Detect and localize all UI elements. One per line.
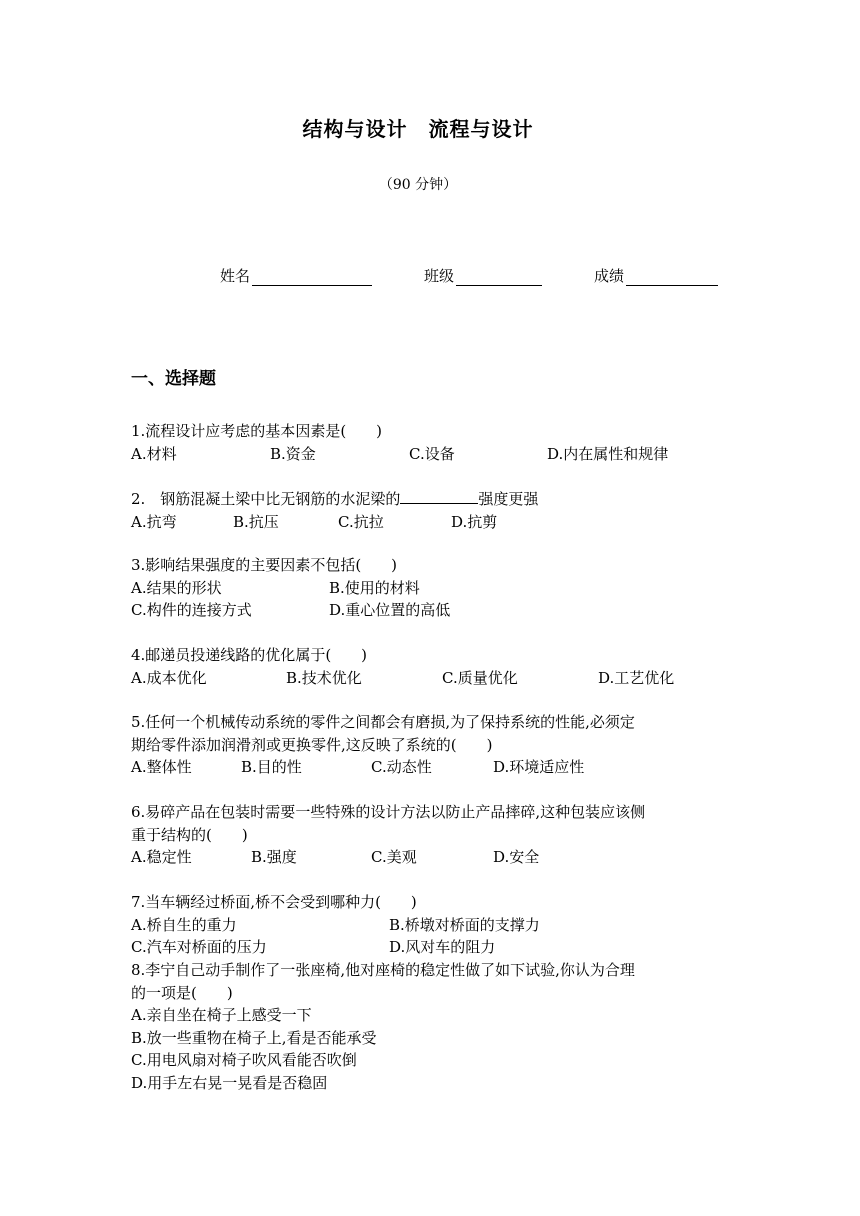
option-a: A.整体性 xyxy=(131,758,192,776)
question-8 xyxy=(131,959,635,1094)
options-row xyxy=(131,599,731,622)
option-d: D.环境适应性 xyxy=(493,758,585,776)
question-7 xyxy=(131,891,731,959)
question-stem: 3.影响结果强度的主要因素不包括( ) xyxy=(131,556,398,574)
class-label: 班级 xyxy=(424,267,455,285)
stem-text-before: 2. 钢筋混凝土梁中比无钢筋的水泥梁的 xyxy=(131,490,401,508)
option-d: D.工艺优化 xyxy=(598,668,675,687)
question-stem: 1.流程设计应考虑的基本因素是( ) xyxy=(131,422,383,440)
question-stem-line-2: 重于结构的( ) xyxy=(131,825,248,844)
score-label: 成绩 xyxy=(594,267,625,285)
option-a: A.结果的形状 xyxy=(131,578,222,597)
score-blank xyxy=(626,267,718,286)
option-b: B.强度 xyxy=(251,848,297,866)
question-stem-line-2: 期给零件添加润滑剂或更换零件,这反映了系统的( ) xyxy=(131,735,493,754)
question-stem: 4.邮递员投递线路的优化属于( ) xyxy=(131,646,368,664)
option-b: B.抗压 xyxy=(233,512,279,531)
options-row xyxy=(131,914,731,937)
option-a: A.桥自生的重力 xyxy=(131,915,237,934)
option-d: D.重心位置的高低 xyxy=(329,601,451,619)
option-d: D.抗剪 xyxy=(451,512,498,531)
question-stem xyxy=(131,487,731,511)
option-b: B.桥墩对桥面的支撑力 xyxy=(389,915,540,934)
option-c: C.设备 xyxy=(409,444,455,463)
answer-blank xyxy=(400,487,478,504)
option-c: C.质量优化 xyxy=(442,668,518,687)
option-c: C.用电风扇对椅子吹风看能否吹倒 xyxy=(131,1051,357,1069)
student-info-row xyxy=(220,262,718,286)
stem-text-after: 强度更强 xyxy=(478,490,539,508)
name-label: 姓名 xyxy=(220,267,251,285)
question-6 xyxy=(131,801,645,869)
option-b: B.使用的材料 xyxy=(329,578,420,597)
options-row xyxy=(131,846,645,869)
option-c: C.构件的连接方式 xyxy=(131,601,252,619)
score-field xyxy=(594,265,718,286)
option-c: C.美观 xyxy=(371,848,417,866)
option-c: C.动态性 xyxy=(371,758,432,776)
section-title: 一、选择题 xyxy=(131,369,216,389)
class-blank xyxy=(456,267,542,286)
options-row xyxy=(131,443,731,466)
option-d: D.安全 xyxy=(493,848,540,866)
options-row xyxy=(131,756,635,779)
options-row xyxy=(131,667,731,690)
option-c: C.抗拉 xyxy=(338,512,384,531)
options-row xyxy=(131,936,731,959)
page-title: 结构与设计 流程与设计 xyxy=(302,117,534,141)
option-b: B.放一些重物在椅子上,看是否能承受 xyxy=(131,1028,377,1047)
question-3 xyxy=(131,554,731,622)
question-4 xyxy=(131,644,731,689)
option-a: A.抗弯 xyxy=(131,512,177,531)
question-5 xyxy=(131,711,635,779)
options-row xyxy=(131,511,731,534)
question-stem-line-1: 8.李宁自己动手制作了一张座椅,他对座椅的稳定性做了如下试验,你认为合理 xyxy=(131,961,635,979)
option-b: B.目的性 xyxy=(241,758,302,776)
option-d: D.用手左右晃一晃看是否稳固 xyxy=(131,1073,328,1092)
option-b: B.资金 xyxy=(270,444,316,463)
option-a: A.成本优化 xyxy=(131,668,207,687)
question-stem-line-1: 5.任何一个机械传动系统的零件之间都会有磨损,为了保持系统的性能,必须定 xyxy=(131,713,635,731)
name-field xyxy=(220,265,372,286)
option-b: B.技术优化 xyxy=(286,668,362,687)
options-row xyxy=(131,577,731,600)
question-1 xyxy=(131,420,731,465)
option-c: C.汽车对桥面的压力 xyxy=(131,938,267,956)
question-stem-line-2: 的一项是( ) xyxy=(131,983,233,1002)
exam-duration: （90 分钟） xyxy=(378,177,458,193)
class-field xyxy=(424,265,542,286)
question-2 xyxy=(131,487,731,533)
option-a: A.稳定性 xyxy=(131,848,192,866)
name-blank xyxy=(252,267,372,286)
question-stem-line-1: 6.易碎产品在包装时需要一些特殊的设计方法以防止产品摔碎,这种包装应该侧 xyxy=(131,803,646,821)
option-d: D.风对车的阻力 xyxy=(389,938,496,956)
question-stem: 7.当车辆经过桥面,桥不会受到哪种力( ) xyxy=(131,893,417,911)
option-a: A.亲自坐在椅子上感受一下 xyxy=(131,1006,312,1024)
option-a: A.材料 xyxy=(131,444,177,463)
option-d: D.内在属性和规律 xyxy=(547,444,669,463)
